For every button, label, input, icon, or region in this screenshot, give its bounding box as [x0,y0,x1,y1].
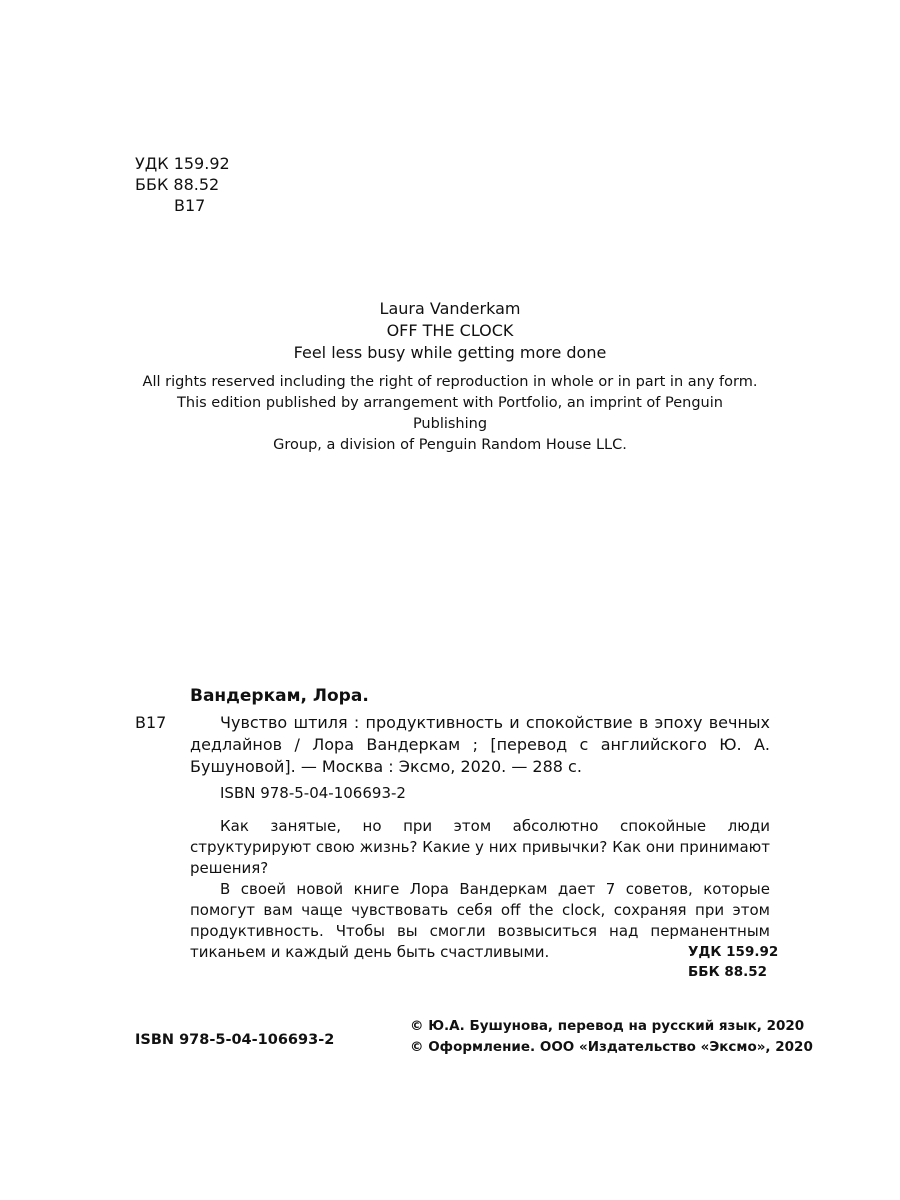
classification-block [135,153,355,216]
original-subtitle: Feel less busy while getting more done [293,343,607,362]
catalog-entry-code: В17 [135,713,167,732]
isbn-bottom: ISBN 978-5-04-106693-2 [135,1032,335,1048]
copyright-block [410,1016,813,1058]
catalog-entry-heading: Вандеркам, Лора. [190,686,369,706]
catalog-entry-description: Чувство штиля : продуктивность и спокойствие в эпоху вечных дедлайнов / Лора Вандеркам ; [перевод с английского Ю. А. Бушуновой]. — Москва : Эксмо, 2020. — 288 с. [190,713,770,776]
footer-bbk: ББК 88.52 [688,964,768,980]
copyright-translation: © Ю.А. Бушунова, перевод на русский язык, 2020 [410,1018,805,1034]
original-edition-info [100,298,800,364]
original-title: OFF THE CLOCK [386,321,514,340]
annotation-paragraph: Как занятые, но при этом абсолютно спокойные люди структурируют свою жизнь? Какие у них привычки? Как они принимают решения? [190,817,770,877]
author-mark: В17 [174,196,206,215]
rights-notice [140,372,760,456]
copyright-design: © Оформление. ООО «Издательство «Эксмо», 2020 [410,1039,813,1055]
original-author: Laura Vanderkam [379,299,521,318]
footer-udk: УДК 159.92 [688,944,779,960]
bbk-code: ББК 88.52 [135,175,220,194]
rights-line: This edition published by arrangement with Portfolio, an imprint of Penguin Publishing [177,395,723,432]
footer-classification [688,942,778,982]
catalog-entry-isbn: ISBN 978-5-04-106693-2 [220,784,406,802]
annotation-paragraph: В своей новой книге Лора Вандеркам дает 7 советов, которые помогут вам чаще чувствовать себя off the clock, сохраняя при этом продуктивность. Чтобы вы смогли возвыситься над перманентным тиканьем и каждый день быть счастливыми. [190,880,770,961]
udk-code: УДК 159.92 [135,154,230,173]
rights-line: Group, a division of Penguin Random House LLC. [273,437,627,453]
annotation [190,816,770,963]
rights-line: All rights reserved including the right of reproduction in whole or in part in any form. [142,374,758,390]
